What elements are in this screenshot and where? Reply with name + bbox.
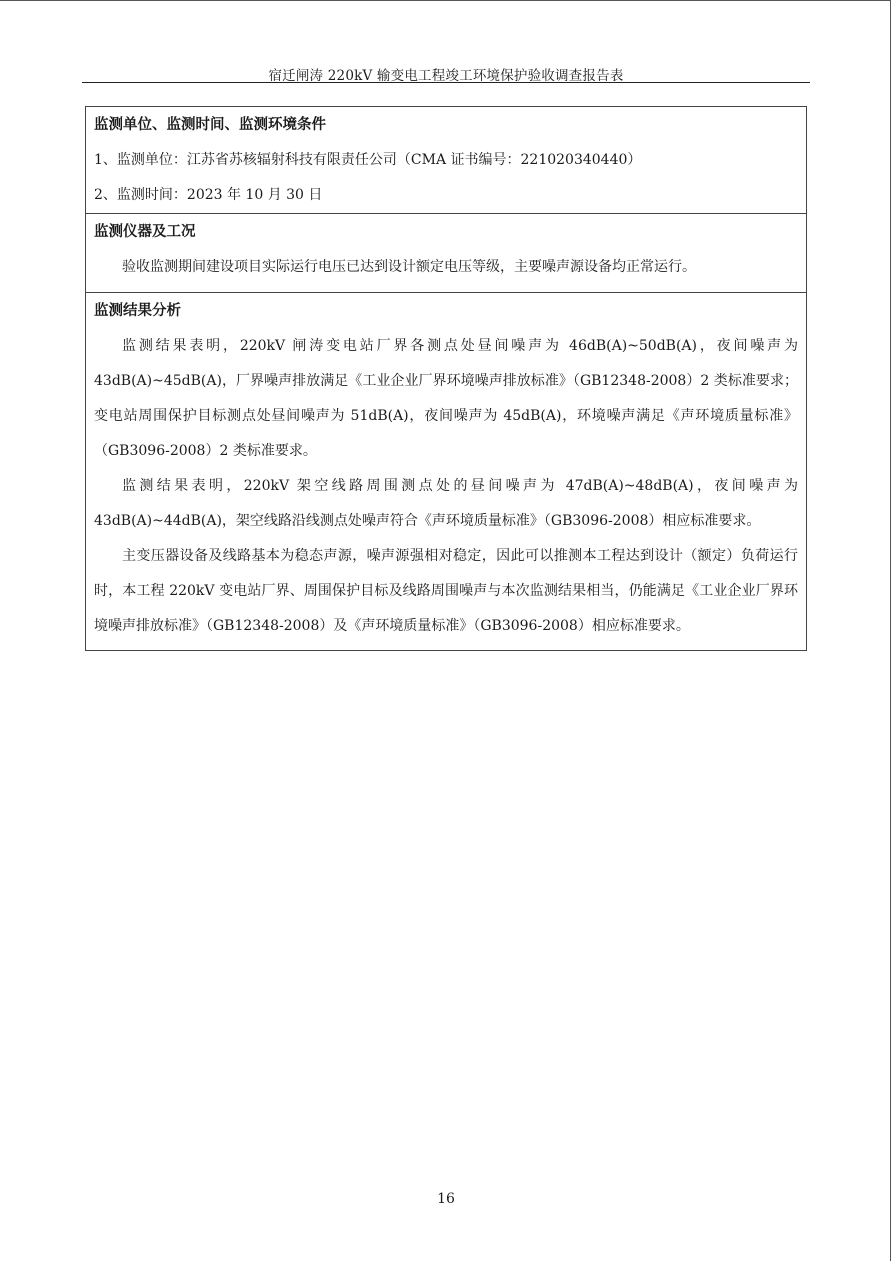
page-number: 16 — [437, 1191, 455, 1207]
monitoring-time-line: 2、监测时间：2023 年 10 月 30 日 — [94, 187, 323, 203]
analysis-paragraph-overhead-line: 监测结果表明，220kV 架空线路周围测点处的昼间噪声为 47dB(A)~48dB(A)，夜间噪声为 43dB(A)~44dB(A)，架空线路沿线测点处噪声符合《声环境质量标准》（GB3096-2008）相应标准要求。 — [94, 478, 798, 529]
section-instruments — [86, 214, 806, 293]
section-monitoring-unit — [86, 107, 806, 214]
report-table — [85, 106, 807, 651]
section-heading-monitoring-unit: 监测单位、监测时间、监测环境条件 — [94, 117, 326, 133]
section-analysis — [86, 293, 806, 650]
analysis-paragraph-conclusion: 主变压器设备及线路基本为稳态声源，噪声源强相对稳定，因此可以推测本工程达到设计（额定）负荷运行时，本工程 220kV 变电站厂界、周围保护目标及线路周围噪声与本次监测结果相当，仍能满足《工业企业厂界环境噪声排放标准》（GB12348-2008）及《声环境质量标准》（GB3096-2008）相应标准要求。 — [94, 548, 798, 634]
monitoring-unit-line: 1、监测单位：江苏省苏核辐射科技有限责任公司（CMA 证书编号：221020340440） — [94, 152, 642, 168]
instruments-paragraph: 验收监测期间建设项目实际运行电压已达到设计额定电压等级，主要噪声源设备均正常运行。 — [122, 259, 696, 275]
section-heading-analysis: 监测结果分析 — [94, 303, 181, 319]
running-header-title: 宿迁闸涛 220kV 输变电工程竣工环境保护验收调查报告表 — [268, 68, 624, 84]
section-heading-instruments: 监测仪器及工况 — [94, 224, 196, 240]
analysis-paragraph-substation: 监测结果表明，220kV 闸涛变电站厂界各测点处昼间噪声为 46dB(A)~50dB(A)，夜间噪声为 43dB(A)~45dB(A)，厂界噪声排放满足《工业企业厂界环境噪声排放标准》（GB12348-2008）2 类标准要求；变电站周围保护目标测点处昼间噪声为 51dB(A)，夜间噪声为 45dB(A)，环境噪声满足《声环境质量标准》（GB3096-2008）2 类标准要求。 — [94, 338, 798, 459]
header-rule — [82, 82, 810, 83]
